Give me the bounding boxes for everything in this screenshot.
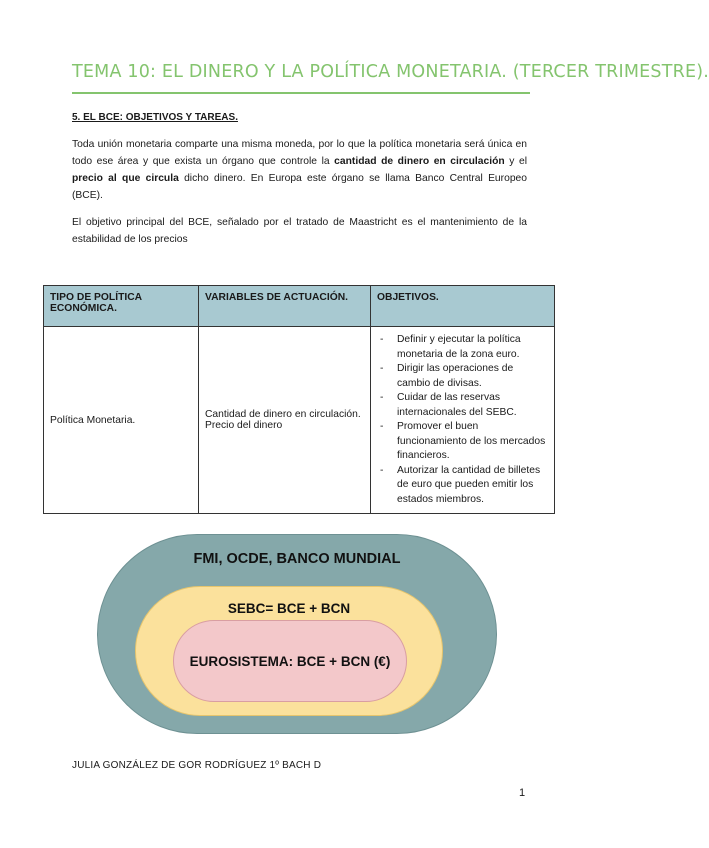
author-footer: JULIA GONZÁLEZ DE GOR RODRÍGUEZ 1º BACH D: [72, 760, 322, 771]
p1-text-1: Toda unión monetaria comparte una misma moneda, por lo que la política monetaria será única en todo ese área y que exista un órgano que controle la: [72, 139, 527, 167]
paragraph-2: El objetivo principal del BCE, señalado por el tratado de Maastricht es el mantenimiento de la estabilidad de los precios: [72, 217, 527, 245]
p1-bold-2: precio al que circula: [72, 173, 179, 184]
table-row: [44, 327, 555, 514]
header-variables: VARIABLES DE ACTUACIÓN.: [199, 286, 371, 327]
inner-label: EUROSISTEMA: BCE + BCN (€): [189, 653, 391, 669]
middle-label: SEBC= BCE + BCN: [227, 601, 351, 616]
paragraph-1: [72, 136, 527, 204]
list-item: - Cuidar de las reservas internacionales del SEBC.: [377, 391, 548, 420]
variable-item: Precio del dinero: [205, 420, 283, 431]
list-item: - Promover el buen funcionamiento de los mercados financieros.: [377, 420, 548, 464]
page-title: TEMA 10: EL DINERO Y LA POLÍTICA MONETARIA. (TERCER TRIMESTRE).: [72, 62, 709, 82]
p1-bold-1: cantidad de dinero en circulación: [334, 156, 505, 167]
section-heading: 5. EL BCE: OBJETIVOS Y TAREAS.: [72, 112, 238, 123]
inner-ring: [173, 620, 407, 702]
outer-label: FMI, OCDE, BANCO MUNDIAL: [193, 551, 401, 567]
policy-table: [43, 285, 555, 514]
nested-institutions-diagram: [97, 534, 497, 734]
cell-tipo: Política Monetaria.: [44, 327, 199, 514]
table-header-row: [44, 286, 555, 327]
list-item: - Dirigir las operaciones de cambio de divisas.: [377, 362, 548, 391]
header-tipo: TIPO DE POLÍTICA ECONÓMICA.: [44, 286, 199, 327]
p1-text-2: y el: [504, 156, 527, 167]
p1-text-3: dicho dinero. En Europa este órgano se llama Banco Central Europeo (BCE).: [72, 173, 527, 201]
list-item: - Definir y ejecutar la política monetaria de la zona euro.: [377, 333, 548, 362]
header-objetivos: OBJETIVOS.: [371, 286, 555, 327]
objectives-list: [377, 333, 548, 507]
list-item: - Autorizar la cantidad de billetes de euro que pueden emitir los estados miembros.: [377, 464, 548, 508]
cell-variables: [199, 327, 371, 514]
variable-item: Cantidad de dinero en circulación.: [205, 409, 361, 420]
cell-objetivos: [371, 327, 555, 514]
page-number: 1: [519, 787, 526, 799]
title-underline: [72, 92, 530, 94]
